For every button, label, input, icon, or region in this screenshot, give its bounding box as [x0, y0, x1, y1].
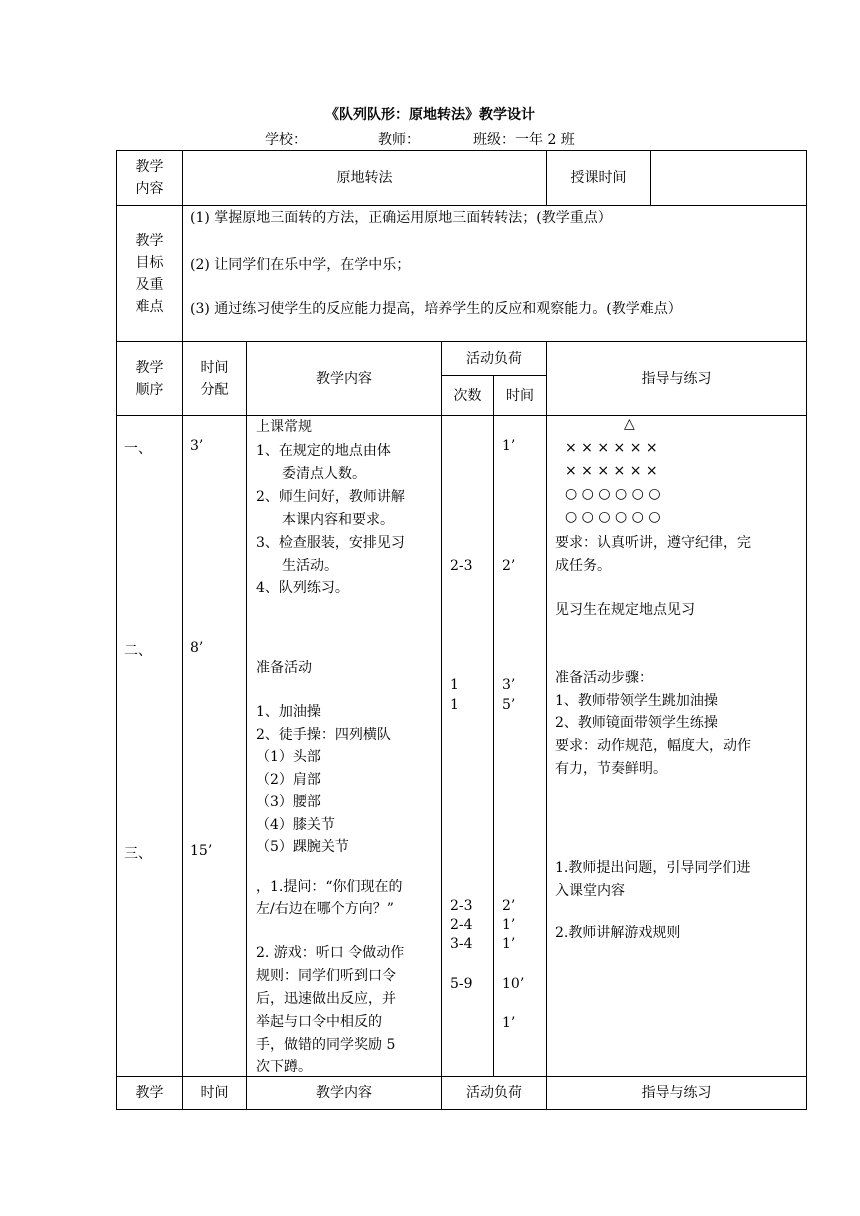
guide-line: 成任务。: [555, 558, 611, 574]
content-line: 后，迅速做出反应，并: [256, 991, 396, 1007]
teacher-triangle-icon: △: [624, 416, 635, 432]
guide-line: 见习生在规定地点见习: [555, 602, 695, 618]
objectives-label-line: 教学: [135, 232, 164, 249]
content-line: （5）踝腕关节: [256, 839, 349, 855]
guide-line: 2.教师讲解游戏规则: [555, 925, 681, 941]
duration-value: 1’: [502, 917, 516, 933]
content-line: （2）肩部: [256, 772, 321, 788]
count-value: 2-3: [450, 898, 473, 914]
content-line: 次下蹲。: [256, 1059, 312, 1075]
content-line: （4）膝关节: [256, 817, 335, 833]
header-time-allocation: [183, 342, 246, 415]
guide-line: 2、教师镜面带领学生练操: [555, 715, 718, 731]
content-label-line2: 内容: [135, 181, 164, 197]
content-line: 上课常规: [256, 419, 312, 435]
header-time-line1: 时间: [200, 359, 229, 376]
guide-line: 入课堂内容: [555, 883, 625, 899]
formation-row-x: × × × × × ×: [565, 463, 658, 479]
content-label: [117, 151, 182, 205]
teacher-label: 教师：: [378, 132, 420, 148]
footer-sequence: 教学: [135, 1085, 164, 1101]
guide-line: 要求：动作规范，幅度大，动作: [555, 738, 751, 754]
count-value: 2-4: [450, 917, 473, 933]
header-duration: 时间: [506, 387, 534, 404]
duration-value: 5’: [502, 697, 516, 713]
duration-value: 1’: [502, 438, 516, 454]
header-count: 次数: [453, 387, 482, 404]
lesson-time-value: [651, 151, 806, 205]
content-line: 3、检查服装，安排见习: [256, 535, 405, 551]
guide-line: 1、教师带领学生跳加油操: [555, 693, 718, 709]
header-sequence: [117, 342, 182, 415]
formation-row-x: × × × × × ×: [565, 440, 658, 456]
header-load: 活动负荷: [466, 350, 522, 367]
school-label: 学校：: [265, 132, 307, 148]
guide-line: 准备活动步骤：: [555, 670, 653, 686]
seq-item: 二、: [124, 643, 152, 659]
content-line: 委清点人数。: [282, 466, 366, 482]
content-line: 1、加油操: [256, 704, 321, 720]
header-content: 教学内容: [316, 370, 372, 387]
duration-value: 10’: [502, 976, 525, 992]
header-guide: 指导与练习: [641, 370, 712, 387]
objectives-label-line: 及重: [135, 276, 164, 293]
duration-value: 1’: [502, 936, 516, 952]
guide-line: 有力，节奏鲜明。: [555, 761, 667, 777]
objective-1: (1) 掌握原地三面转的方法，正确运用原地三面转转法；(教学重点）: [190, 210, 612, 226]
lesson-topic: 原地转法: [336, 170, 393, 186]
count-value: 1: [450, 677, 459, 693]
time-alloc: 15’: [190, 843, 213, 859]
formation-row-o: ○ ○ ○ ○ ○ ○: [565, 486, 661, 502]
content-line: 1、在规定的地点由体: [256, 443, 391, 459]
footer-load: 活动负荷: [466, 1085, 522, 1101]
content-line: 2、徒手操：四列横队: [256, 727, 391, 743]
footer-guide: 指导与练习: [641, 1085, 712, 1101]
guide-line: 要求：认真听讲，遵守纪律，完: [555, 535, 751, 551]
header-sequence-line1: 教学: [135, 359, 164, 376]
count-value: 3-4: [450, 936, 473, 952]
content-line: 举起与口令中相反的: [256, 1014, 382, 1030]
guide-line: 1.教师提出问题，引导同学们进: [555, 860, 751, 876]
objectives-label: [117, 206, 182, 341]
objectives-label-line: 目标: [135, 254, 164, 271]
footer-time: 时间: [200, 1085, 229, 1101]
duration-value: 2’: [502, 558, 516, 574]
content-line: 手，做错的同学奖励 5: [256, 1037, 396, 1053]
duration-value: 3’: [502, 677, 516, 693]
objective-2: (2) 让同学们在乐中学，在学中乐；: [190, 257, 411, 273]
content-line: 2、师生问好，教师讲解: [256, 489, 405, 505]
count-value: 5-9: [450, 976, 473, 992]
time-alloc: 3’: [190, 438, 204, 454]
content-line: 规则：同学们听到口令: [256, 968, 396, 984]
formation-row-o: ○ ○ ○ ○ ○ ○: [565, 509, 661, 525]
header-time-line2: 分配: [200, 381, 229, 398]
footer-content: 教学内容: [316, 1085, 372, 1101]
content-line: 生活动。: [282, 558, 338, 574]
content-line: 2. 游戏：听口 令做动作: [256, 945, 405, 961]
objectives-label-line: 难点: [135, 298, 164, 315]
content-line: 本课内容和要求。: [282, 512, 394, 528]
objective-3: (3) 通过练习使学生的反应能力提高，培养学生的反应和观察能力。(教学难点）: [190, 301, 682, 317]
content-label-line1: 教学: [135, 159, 164, 175]
lesson-time-label: 授课时间: [570, 170, 627, 186]
seq-item: 三、: [124, 846, 152, 862]
count-value: 1: [450, 697, 459, 713]
page-title: 《队列队形：原地转法》教学设计: [325, 107, 535, 123]
time-alloc: 8’: [190, 640, 204, 656]
class-label: 班级：一年 2 班: [473, 132, 575, 148]
duration-value: 2’: [502, 898, 516, 914]
content-line: 左/右边在哪个方向？”: [256, 901, 394, 917]
content-line: 准备活动: [256, 660, 312, 676]
content-line: ，1.提问：“你们现在的: [256, 879, 403, 895]
content-line: （1）头部: [256, 749, 321, 765]
count-value: 2-3: [450, 558, 473, 574]
seq-item: 一、: [124, 441, 152, 457]
header-sequence-line2: 顺序: [135, 381, 164, 398]
content-line: （3）腰部: [256, 794, 321, 810]
content-line: 4、队列练习。: [256, 580, 349, 596]
duration-value: 1’: [502, 1015, 516, 1031]
